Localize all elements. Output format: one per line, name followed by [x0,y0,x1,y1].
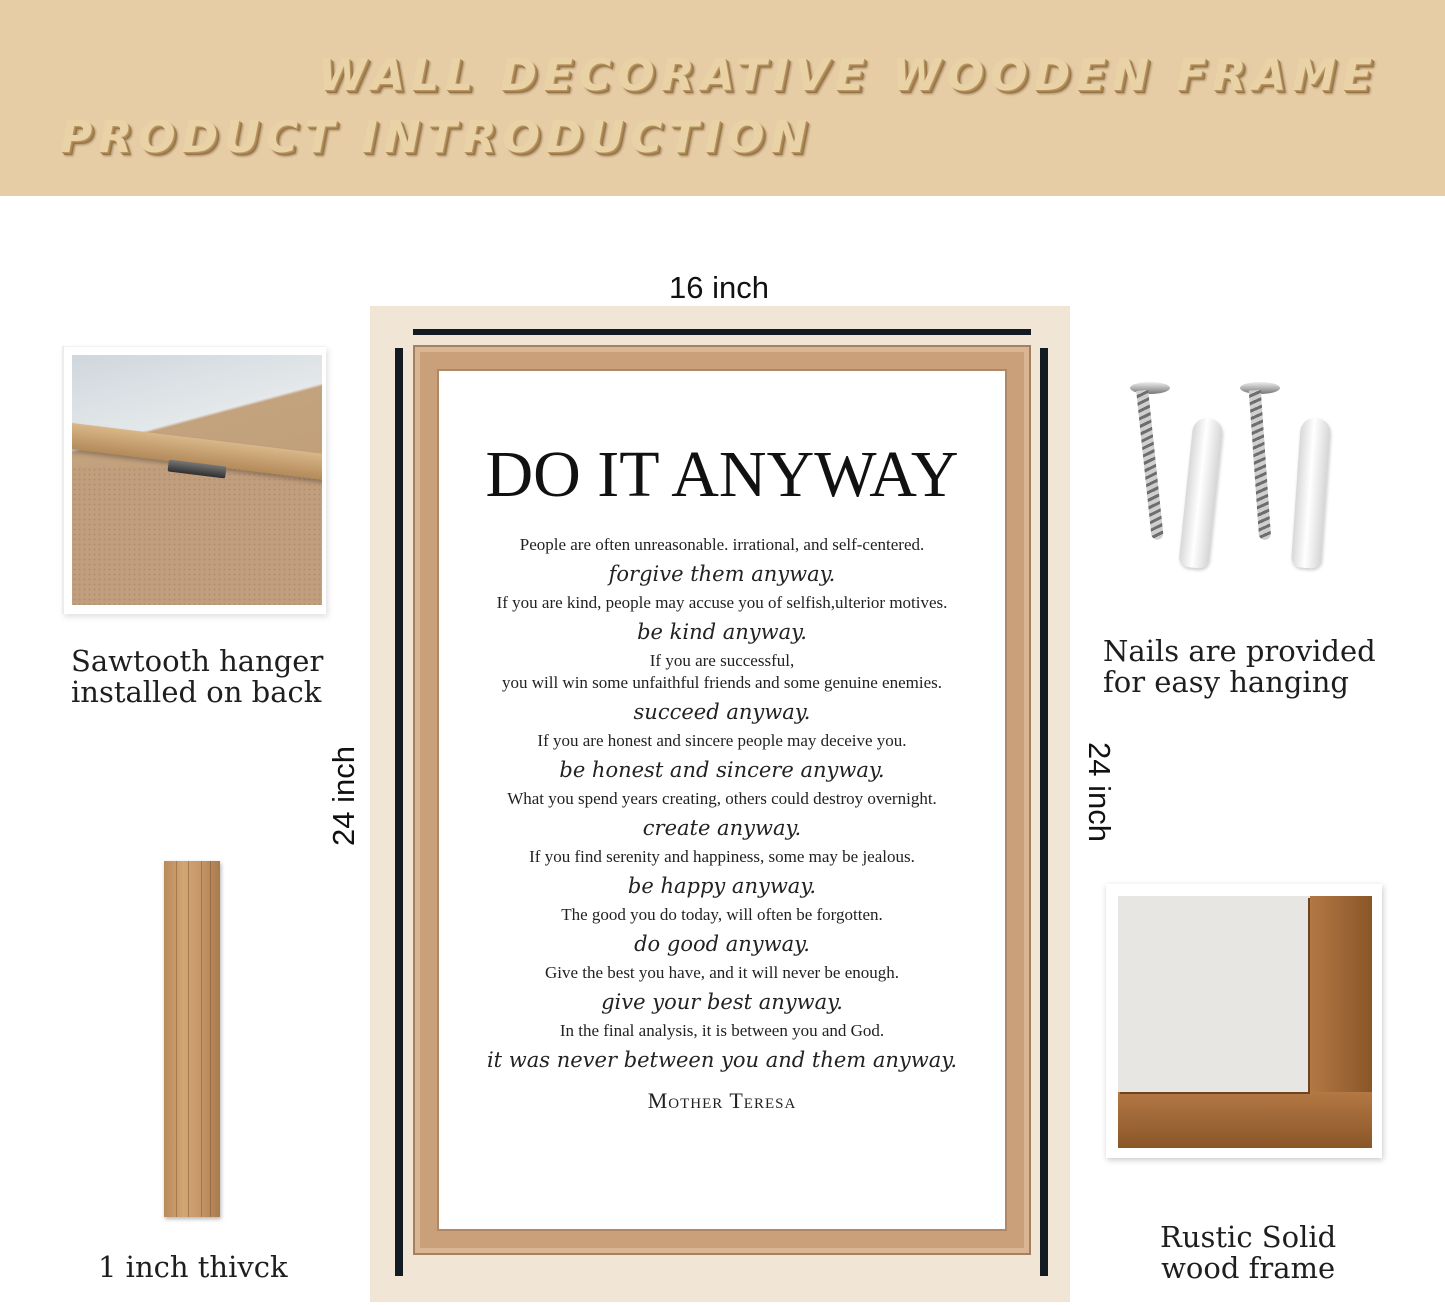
wood-plank-photo [164,861,220,1217]
poster-script-line: create anyway. [642,816,802,840]
poster-text-line: In the final analysis, it is between you and God. [559,1021,885,1040]
poster-text-line: you will win some unfaithful friends and some genuine enemies. [501,673,943,692]
height-dimension-bar-left [395,348,403,1276]
poster-script-line: forgive them anyway. [608,562,836,586]
hanger-caption [71,646,323,708]
poster [437,369,1007,1231]
plank-grain [201,861,202,1217]
header-banner [0,0,1445,196]
poster-text-line: Give the best you have, and it will never be enough. [544,963,900,982]
rustic-caption [1160,1222,1336,1284]
hanger-caption-line1: Sawtooth hanger [71,644,324,678]
screw-shaft [1249,390,1271,540]
height-label-left: 24 inch [326,746,361,846]
banner-title: WALL DECORATIVE WOODEN FRAME [318,50,1379,101]
poster-text-line: If you are honest and sincere people may deceive you. [537,731,907,750]
poster-script-line: succeed anyway. [633,700,811,724]
poster-script-line: be happy anyway. [627,874,817,898]
poster-text-line: What you spend years creating, others could destroy overnight. [507,789,937,808]
poster-author: Mother Teresa [647,1088,797,1113]
backboard [72,467,322,605]
banner-subtitle: PRODUCT INTRODUCTION [60,112,814,163]
nails-photo [1128,376,1378,576]
poster-script-line: give your best anyway. [601,990,843,1014]
poster-title: DO IT ANYWAY [485,438,959,511]
corner-white-board [1118,896,1308,1092]
poster-text-line: People are often unreasonable. irrational, and self-centered. [519,535,925,554]
frame-corner-image [1118,896,1372,1148]
height-label-right: 24 inch [1082,742,1117,842]
sawtooth-hanger-photo [62,346,326,614]
poster-script-line: be honest and sincere anyway. [559,758,885,782]
hanger-photo-image [72,355,322,605]
hanger-caption-line2: installed on back [71,675,322,709]
poster-text-line: The good you do today, will often be forgotten. [561,905,883,924]
poster-text-line: If you are kind, people may accuse you of selfish,ulterior motives. [496,593,948,612]
corner-frame-bottom [1118,1092,1372,1148]
rustic-caption-line2: wood frame [1161,1251,1336,1285]
plank-grain [210,861,211,1217]
wall-plug-icon [1178,417,1224,569]
wooden-frame [415,347,1029,1253]
poster-script-line: do good anyway. [634,932,810,956]
poster-body [437,534,1007,1114]
wall-plug-icon [1291,417,1331,569]
rustic-caption-line1: Rustic Solid [1160,1220,1337,1254]
width-dimension-bar [413,329,1031,335]
poster-text-line: If you find serenity and happiness, some may be jealous. [529,847,915,866]
nails-caption-line1: Nails are provided [1103,634,1376,668]
plank-grain [188,861,189,1217]
poster-script-line: be kind anyway. [637,620,807,644]
height-dimension-bar-right [1040,348,1048,1276]
screw-shaft [1136,390,1164,540]
nails-caption-line2: for easy hanging [1103,665,1349,699]
poster-text-line: If you are successful, [649,651,795,670]
frame-corner-photo [1106,884,1382,1158]
nails-caption [1103,636,1376,698]
plank-grain [176,861,177,1217]
thickness-caption: 1 inch thivck [98,1250,288,1284]
poster-script-line: it was never between you and them anyway. [486,1048,958,1072]
width-label: 16 inch [669,270,769,305]
